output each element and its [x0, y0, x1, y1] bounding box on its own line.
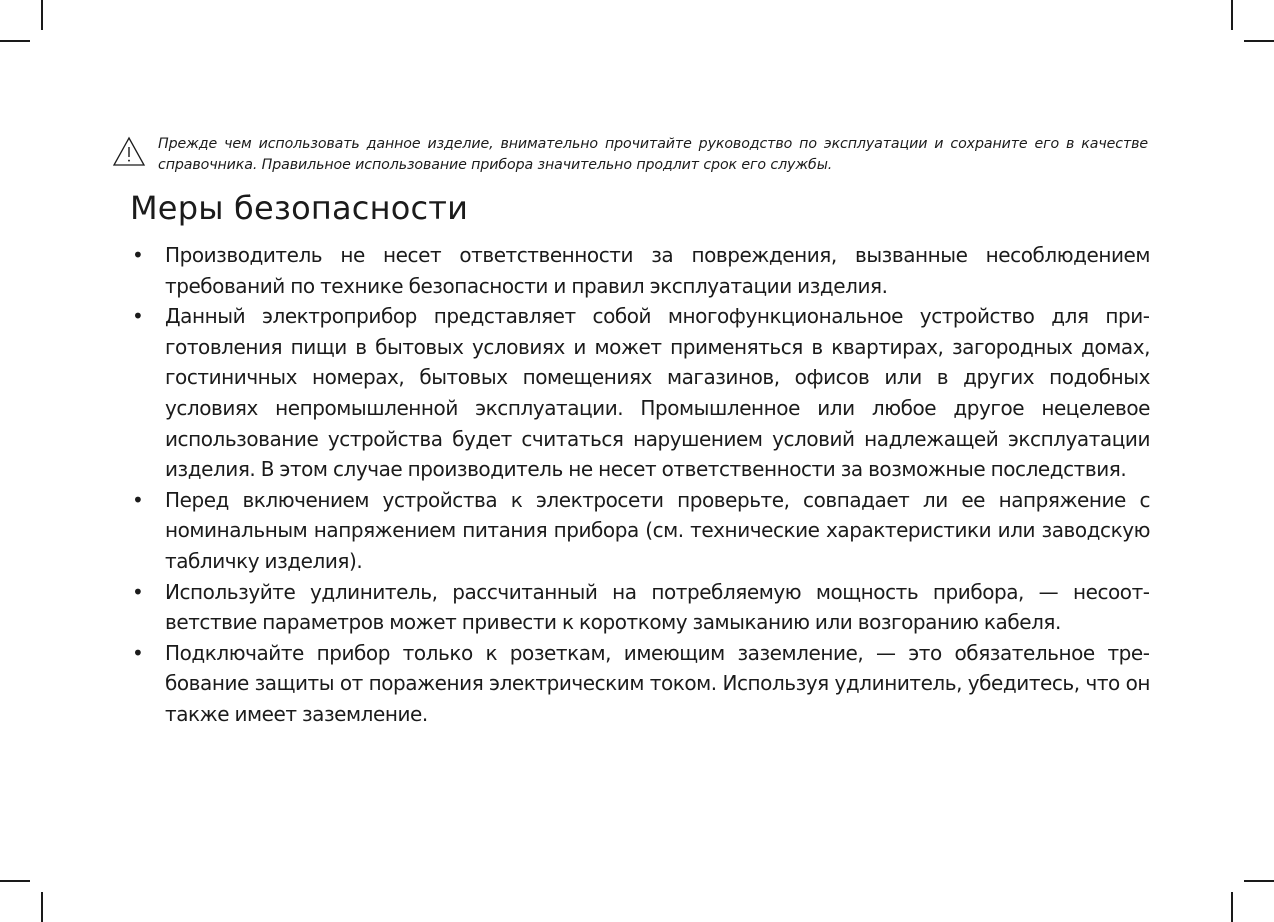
crop-mark — [1231, 0, 1233, 30]
safety-rules-list — [130, 240, 1150, 730]
crop-mark — [0, 40, 30, 42]
warning-triangle-icon — [112, 136, 146, 168]
list-item — [130, 638, 1150, 730]
bullet-icon: • — [132, 640, 144, 665]
crop-mark — [41, 0, 43, 30]
list-item-text: Производитель не несет ответственности за повреждения, вызванные несоблюдением требований по технике безопасности и правил эксплуатации изделия. — [165, 243, 1150, 298]
warning-note — [112, 134, 1152, 176]
crop-mark — [41, 892, 43, 922]
list-item — [130, 485, 1150, 577]
list-item-text: Перед включением устройства к электросети проверьте, совпадает ли ее напряжение с номинальным напряжением питания прибора (см. технические характеристики или заводскую табличку изделия). — [165, 487, 1150, 573]
list-item-text: Подключайте прибор только к розеткам, имеющим заземление, — это обязательное требование защиты от поражения электрическим током. Используя удлинитель, убедитесь, что он также имеет заземление. — [165, 640, 1150, 726]
bullet-icon: • — [132, 243, 144, 267]
list-item-text: Используйте удлинитель, рассчитанный на потребляемую мощность прибора, — несоответствие параметров может привести к короткому замыканию или возгоранию кабеля. — [165, 579, 1150, 635]
list-item — [130, 240, 1150, 301]
bullet-icon: • — [132, 487, 144, 512]
crop-mark — [1244, 40, 1274, 42]
bullet-icon: • — [132, 304, 144, 329]
crop-mark — [0, 880, 30, 882]
list-item-text: Данный электроприбор представляет собой многофункциональное устройство для приготовления пищи в бытовых условиях и может применяться в квартирах, загородных домах, гостиничных номерах, бытовых помещениях магазинов, офисов или в других подобных условиях непромышленной эксплуатации. Промышленное или любое другое нецелевое использование устройства будет считаться нарушением условий надлежащей эксплуатации изделия. В этом случае производитель не несет ответственности за возможные последствия. — [165, 304, 1150, 482]
warning-text: Прежде чем использовать данное изделие, внимательно прочитайте руководство по эксплуатации и сохраните его в качестве справочника. Правильное использование прибора значительно продлит срок его службы. — [158, 136, 1148, 173]
bullet-icon: • — [132, 579, 144, 604]
list-item — [130, 577, 1150, 638]
list-item — [130, 301, 1150, 485]
crop-mark — [1231, 892, 1233, 922]
crop-mark — [1244, 880, 1274, 882]
page-title: Меры безопасности — [130, 189, 469, 227]
